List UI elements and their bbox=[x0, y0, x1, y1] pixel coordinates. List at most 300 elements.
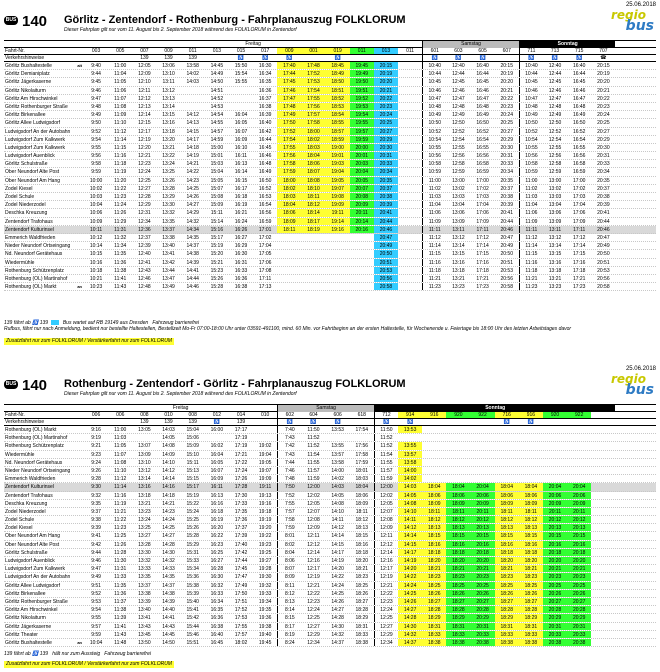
departure-time: 13:42 bbox=[162, 259, 175, 266]
departure-time: 18:04 bbox=[277, 201, 301, 208]
departure-time: 20:20 bbox=[500, 79, 513, 86]
departure-time: 15:00 bbox=[210, 144, 224, 151]
departure-time: 18:23 bbox=[519, 573, 543, 580]
departure-time: 18:33 bbox=[495, 631, 519, 638]
departure-time: 20:25 bbox=[471, 582, 495, 589]
departure-time: 9:58 bbox=[91, 161, 101, 168]
departure-time: 18:20 bbox=[355, 558, 369, 564]
departure-time: 12:19 bbox=[307, 574, 320, 581]
departure-time bbox=[446, 467, 470, 474]
departure-time: 20:12 bbox=[543, 516, 567, 523]
departure-time: 20:16 bbox=[350, 226, 374, 233]
stop-row bbox=[4, 78, 656, 86]
departure-time: 17:54 bbox=[277, 136, 301, 143]
timetable-page-return bbox=[4, 366, 656, 672]
departure-time: 16:36 bbox=[234, 275, 248, 282]
departure-time: 12:23 bbox=[307, 598, 320, 605]
departure-time bbox=[350, 275, 374, 282]
departure-time: 12:05 bbox=[374, 500, 398, 507]
departure-time: 14:37 bbox=[162, 582, 175, 589]
departure-time: 18:21 bbox=[446, 565, 470, 572]
departure-time: 14:21 bbox=[162, 500, 175, 507]
trip-number: 017 bbox=[261, 48, 270, 54]
departure-time bbox=[398, 209, 422, 216]
departure-time: 16:32 bbox=[210, 582, 224, 589]
departure-time: 18:20 bbox=[446, 557, 470, 564]
departure-time: 12:17 bbox=[307, 566, 320, 573]
departure-time bbox=[591, 582, 615, 589]
departure-time: 7:46 bbox=[277, 467, 301, 474]
stop-row bbox=[4, 62, 656, 70]
bus-icon: BUS bbox=[5, 381, 17, 387]
departure-time: 15:10 bbox=[186, 451, 199, 458]
departure-time: 12:36 bbox=[138, 226, 151, 233]
departure-time: 18:28 bbox=[355, 607, 369, 614]
departure-time: 11:36 bbox=[114, 259, 127, 266]
departure-time: 10:52 bbox=[422, 128, 446, 135]
departure-time: 11:35 bbox=[114, 582, 127, 589]
departure-time: 12:02 bbox=[307, 492, 320, 499]
departure-time: 8:11 bbox=[277, 582, 301, 589]
departure-time: 11:04 bbox=[519, 201, 543, 208]
departure-time: 15:34 bbox=[186, 566, 199, 573]
departure-time: 12:55 bbox=[452, 144, 465, 151]
departure-time: 16:48 bbox=[258, 161, 272, 168]
departure-time: 11:59 bbox=[307, 476, 320, 483]
logo-text-regio: regio bbox=[610, 372, 646, 386]
departure-time: 18:04 bbox=[355, 484, 369, 491]
departure-time: 17:22 bbox=[234, 459, 248, 466]
stop-row bbox=[4, 168, 656, 176]
departure-time bbox=[301, 242, 325, 249]
departure-time: 18:23 bbox=[495, 573, 519, 580]
trip-number: 010 bbox=[164, 412, 173, 418]
traffic-note: ☎ bbox=[600, 55, 607, 61]
departure-time: 11:18 bbox=[422, 267, 446, 274]
stop-name bbox=[4, 459, 84, 466]
traffic-notes-label: Verkehrshinweise bbox=[5, 419, 45, 425]
departure-time bbox=[519, 467, 543, 474]
traffic-note: ♿ bbox=[277, 419, 301, 425]
departure-time: 18:27 bbox=[422, 598, 446, 605]
departure-time: 17:01 bbox=[258, 226, 272, 233]
trip-number bbox=[591, 412, 615, 418]
departure-time: 20:04 bbox=[543, 483, 567, 490]
departure-time: 19:11 bbox=[259, 484, 272, 491]
stop-row bbox=[4, 87, 656, 95]
stop-row bbox=[4, 136, 656, 144]
departure-time bbox=[519, 442, 543, 449]
departure-time: 11:57 bbox=[307, 467, 320, 474]
stop-name-text: Zentendorf Kulturinsel bbox=[5, 484, 54, 491]
departure-time: 10:45 bbox=[422, 78, 446, 85]
departure-time: 19:28 bbox=[258, 566, 272, 573]
departure-time: 12:58 bbox=[452, 161, 465, 168]
departure-time: 12:31 bbox=[138, 210, 151, 217]
traffic-note bbox=[495, 55, 519, 61]
departure-time: 16:44 bbox=[572, 71, 586, 78]
stop-name-text: Rothenburg (OL) Martinshof bbox=[5, 435, 68, 442]
departure-time: 12:25 bbox=[307, 615, 320, 622]
departure-time: 15:04 bbox=[186, 427, 199, 433]
departure-time: 15:17 bbox=[210, 234, 224, 241]
departure-time: 20:34 bbox=[597, 169, 610, 176]
departure-time: 13:00 bbox=[548, 177, 562, 184]
departure-time: 14:15 bbox=[331, 541, 344, 548]
stop-name bbox=[4, 128, 84, 135]
departure-time: 12:12 bbox=[307, 541, 320, 548]
departure-time: 18:52 bbox=[326, 95, 350, 102]
departure-time: 8:06 bbox=[277, 557, 301, 564]
departure-time: 20:04 bbox=[350, 168, 374, 175]
regiobus-logo bbox=[596, 372, 654, 396]
stop-row bbox=[4, 557, 656, 565]
departure-time: 8:14 bbox=[277, 606, 301, 613]
departure-time: 7:50 bbox=[277, 483, 301, 490]
stop-name bbox=[4, 582, 84, 589]
departure-time: 12:20 bbox=[138, 144, 151, 151]
departure-time: 17:57 bbox=[301, 111, 325, 118]
departure-time: 16:26 bbox=[234, 226, 248, 233]
departure-time: 10:11 bbox=[90, 226, 103, 233]
stop-row bbox=[4, 250, 656, 258]
departure-time: 17:05 bbox=[258, 251, 272, 258]
traffic-note bbox=[398, 55, 422, 61]
departure-time bbox=[446, 434, 470, 441]
departure-time: 15:22 bbox=[186, 500, 199, 507]
departure-time: 13:25 bbox=[138, 525, 151, 532]
departure-time: 20:41 bbox=[597, 210, 610, 217]
departure-time: 17:49 bbox=[277, 111, 301, 118]
departure-time: 20:47 bbox=[374, 234, 398, 241]
departure-time: 11:15 bbox=[519, 250, 543, 257]
departure-time bbox=[277, 275, 301, 282]
departure-time: 16:52 bbox=[476, 128, 489, 135]
stop-name bbox=[4, 111, 84, 118]
departure-time: 19:05 bbox=[258, 459, 272, 466]
departure-time: 11:07 bbox=[114, 95, 127, 102]
departure-time: 20:20 bbox=[374, 78, 398, 85]
departure-time: 9:30 bbox=[91, 484, 101, 491]
departure-time: 16:02 bbox=[210, 443, 224, 450]
departure-time: 20:28 bbox=[543, 606, 567, 613]
departure-time: 12:54 bbox=[548, 136, 562, 143]
departure-time: 18:06 bbox=[277, 209, 301, 216]
arr-dep-marker: alt bbox=[77, 63, 82, 68]
departure-time bbox=[591, 573, 615, 580]
stop-name bbox=[4, 631, 84, 638]
departure-time bbox=[132, 434, 156, 441]
stop-row bbox=[4, 218, 656, 226]
departure-time bbox=[591, 549, 615, 556]
departure-time: 20:38 bbox=[543, 639, 567, 646]
stop-name bbox=[4, 242, 84, 249]
departure-time: 11:36 bbox=[114, 590, 127, 597]
departure-time: 17:16 bbox=[572, 259, 586, 266]
departure-time: 16:50 bbox=[258, 177, 272, 184]
departure-time bbox=[398, 193, 422, 200]
stop-row bbox=[4, 160, 656, 168]
departure-time bbox=[301, 267, 325, 274]
departure-time: 14:20 bbox=[331, 566, 344, 573]
departure-time: 20:33 bbox=[500, 161, 513, 168]
departure-time: 17:37 bbox=[234, 525, 248, 532]
departure-time: 20:22 bbox=[597, 95, 610, 102]
departure-time: 15:15 bbox=[186, 476, 199, 483]
departure-time: 11:23 bbox=[422, 283, 446, 290]
departure-time: 18:27 bbox=[495, 598, 519, 605]
departure-time: 13:58 bbox=[186, 63, 199, 69]
departure-time bbox=[591, 598, 615, 605]
stop-row bbox=[4, 119, 656, 127]
departure-time bbox=[495, 442, 519, 449]
departure-time: 14:10 bbox=[398, 508, 422, 515]
departure-time: 20:15 bbox=[374, 62, 398, 69]
departure-time: 16:05 bbox=[210, 459, 224, 466]
departure-time: 16:04 bbox=[234, 112, 248, 119]
departure-time: 18:06 bbox=[446, 492, 470, 499]
date-stamp: 25.06.2018 bbox=[625, 366, 656, 372]
stop-name bbox=[4, 492, 84, 499]
departure-time: 14:25 bbox=[398, 590, 422, 597]
departure-time: 18:09 bbox=[277, 218, 301, 225]
departure-time: 20:23 bbox=[500, 103, 513, 110]
stop-name-text: Zentendorf Trafohaus bbox=[5, 492, 53, 499]
departure-time bbox=[398, 275, 422, 282]
departure-time: 12:16 bbox=[307, 558, 320, 564]
departure-time: 14:17 bbox=[331, 549, 344, 556]
departure-time: 18:00 bbox=[277, 177, 301, 184]
departure-time: 14:05 bbox=[331, 492, 344, 499]
departure-time: 20:46 bbox=[597, 226, 610, 233]
day-header-row bbox=[4, 41, 656, 48]
departure-time: 14:37 bbox=[186, 243, 199, 250]
departure-time: 17:58 bbox=[301, 119, 325, 126]
stop-name-text: Ludwigsdorf An der Autobahn bbox=[5, 128, 71, 135]
departure-time: 16:09 bbox=[210, 476, 224, 483]
departure-time: 14:27 bbox=[331, 607, 344, 614]
stop-name-text: Zodel Kiesel bbox=[5, 525, 33, 532]
departure-time: 17:36 bbox=[234, 517, 248, 524]
departure-time: 17:59 bbox=[277, 168, 301, 175]
departure-time: 9:19 bbox=[91, 435, 101, 442]
departure-time: 9:16 bbox=[91, 427, 101, 433]
departure-time: 16:11 bbox=[234, 153, 248, 160]
departure-time bbox=[350, 250, 374, 257]
departure-time bbox=[495, 467, 519, 474]
departure-time: 18:21 bbox=[495, 565, 519, 572]
departure-time: 20:24 bbox=[374, 111, 398, 118]
departure-time: 18:09 bbox=[446, 500, 470, 507]
departure-time: 19:18 bbox=[258, 508, 272, 515]
departure-time: 19:59 bbox=[350, 136, 374, 143]
departure-time: 20:34 bbox=[500, 169, 513, 176]
departure-time: 12:07 bbox=[307, 508, 320, 515]
trip-number: 715 bbox=[575, 48, 584, 54]
departure-time: 12:37 bbox=[138, 234, 151, 241]
departure-time: 11:14 bbox=[519, 242, 543, 249]
departure-time: 11:12 bbox=[114, 128, 127, 135]
departure-time: 18:51 bbox=[326, 87, 350, 94]
traffic-notes-row bbox=[4, 55, 656, 62]
trip-number: 618 bbox=[357, 412, 366, 418]
departure-time: 11:08 bbox=[114, 459, 127, 466]
departure-time: 20:05 bbox=[350, 177, 374, 184]
trip-number: 008 bbox=[188, 412, 197, 418]
departure-time: 16:19 bbox=[210, 517, 224, 524]
departure-time: 11:04 bbox=[422, 201, 446, 208]
stop-name-text: Wiedermühle bbox=[5, 451, 35, 458]
departure-time: 18:15 bbox=[422, 532, 446, 539]
departure-time: 17:23 bbox=[476, 284, 489, 291]
departure-time: 14:41 bbox=[162, 615, 175, 622]
departure-time: 20:26 bbox=[567, 590, 591, 597]
departure-time: 16:45 bbox=[476, 79, 489, 86]
departure-time: 18:18 bbox=[446, 549, 470, 556]
departure-time: 11:14 bbox=[114, 484, 127, 491]
departure-time bbox=[398, 152, 422, 159]
traffic-note: ♿ bbox=[286, 55, 293, 61]
departure-time: 16:44 bbox=[476, 71, 489, 78]
departure-time: 11:57 bbox=[374, 467, 398, 474]
departure-time: 11:43 bbox=[114, 631, 127, 638]
stop-name bbox=[4, 483, 84, 490]
departure-time: 20:18 bbox=[471, 549, 495, 556]
departure-time: 16:38 bbox=[234, 284, 248, 291]
departure-time: 19:53 bbox=[350, 103, 374, 110]
departure-time: 20:47 bbox=[597, 234, 610, 241]
traffic-note: 139 bbox=[164, 55, 173, 61]
departure-time: 20:51 bbox=[500, 259, 513, 266]
departure-time: 14:57 bbox=[210, 128, 224, 135]
departure-time: 9:52 bbox=[91, 128, 101, 135]
departure-time: 20:24 bbox=[597, 112, 610, 119]
stop-name-text: Nd. Neundorf Gerätehaus bbox=[5, 459, 63, 466]
departure-time: 19:33 bbox=[258, 590, 272, 597]
stop-name-text: Görlitz Nikolaiturm bbox=[5, 87, 46, 94]
departure-time: 20:00 bbox=[350, 144, 374, 151]
departure-time: 11:00 bbox=[422, 177, 446, 184]
departure-time: 12:46 bbox=[548, 87, 562, 94]
departure-time: 10:04 bbox=[89, 639, 103, 646]
departure-time: 14:05 bbox=[162, 435, 175, 442]
departure-time: 18:03 bbox=[355, 476, 369, 483]
departure-time: 17:21 bbox=[572, 275, 586, 282]
trip-number: 006 bbox=[91, 412, 101, 418]
departure-time: 18:25 bbox=[422, 582, 446, 589]
departure-time: 14:00 bbox=[331, 467, 344, 474]
stop-name bbox=[4, 226, 84, 233]
departure-time: 20:23 bbox=[543, 573, 567, 580]
departure-time: 13:21 bbox=[548, 275, 562, 282]
departure-time: 9:24 bbox=[91, 459, 101, 466]
departure-time: 13:11 bbox=[548, 226, 562, 233]
departure-time: 11:10 bbox=[114, 120, 127, 127]
departure-time: 20:23 bbox=[567, 573, 591, 580]
departure-time: 18:33 bbox=[446, 631, 470, 638]
departure-time: 12:24 bbox=[374, 606, 398, 613]
departure-time: 11:06 bbox=[422, 209, 446, 216]
departure-time: 10:40 bbox=[519, 62, 543, 69]
departure-time: 14:14 bbox=[398, 532, 422, 539]
day-label-saturday: Samstag bbox=[277, 405, 374, 412]
departure-time: 16:48 bbox=[572, 103, 586, 110]
departure-time: 15:38 bbox=[186, 582, 199, 589]
stop-name-text: Görlitz Am Hirschwinkel bbox=[5, 607, 58, 614]
departure-time: 12:23 bbox=[138, 161, 151, 168]
stop-name bbox=[4, 218, 84, 225]
departure-time: 18:12 bbox=[495, 516, 519, 523]
legend bbox=[4, 651, 656, 657]
departure-time: 14:26 bbox=[186, 194, 199, 200]
departure-time: 12:11 bbox=[307, 533, 320, 540]
departure-time: 18:07 bbox=[301, 168, 325, 175]
departure-time: 11:02 bbox=[519, 185, 543, 192]
departure-time: 12:27 bbox=[138, 185, 151, 192]
traffic-note bbox=[84, 419, 108, 425]
departure-time: 14:38 bbox=[186, 251, 199, 258]
departure-time: 16:18 bbox=[234, 194, 248, 200]
departure-time: 18:29 bbox=[422, 614, 446, 621]
departure-time: 20:41 bbox=[374, 209, 398, 216]
departure-time: 13:50 bbox=[138, 639, 151, 646]
traffic-note bbox=[567, 419, 591, 425]
departure-time: 11:54 bbox=[374, 451, 398, 458]
departure-time: 15:09 bbox=[210, 202, 224, 209]
departure-time: 20:33 bbox=[597, 161, 610, 168]
departure-time bbox=[277, 234, 301, 241]
stop-row bbox=[4, 475, 656, 483]
departure-time: 17:48 bbox=[301, 62, 325, 69]
departure-time: 17:45 bbox=[234, 566, 248, 573]
stop-row bbox=[4, 234, 656, 242]
departure-time: 16:37 bbox=[258, 95, 272, 102]
departure-time: 15:40 bbox=[186, 598, 199, 605]
departure-time: 11:55 bbox=[307, 459, 320, 466]
trip-number: 603 bbox=[454, 48, 463, 54]
departure-time: 13:30 bbox=[162, 202, 175, 209]
departure-time: 14:40 bbox=[162, 607, 175, 614]
departure-time bbox=[471, 434, 495, 441]
stop-name-text: Ober Neundorf Am Hang bbox=[5, 533, 61, 540]
departure-time: 8:19 bbox=[277, 631, 301, 638]
departure-time: 14:10 bbox=[162, 459, 175, 466]
departure-time: 17:48 bbox=[277, 103, 301, 110]
traffic-note: ♿ bbox=[455, 55, 462, 61]
departure-time: 13:45 bbox=[138, 631, 151, 638]
departure-time: 18:06 bbox=[301, 160, 325, 167]
departure-time: 17:49 bbox=[234, 582, 248, 589]
stop-row bbox=[4, 614, 656, 622]
departure-time bbox=[277, 283, 301, 290]
departure-time: 17:17 bbox=[234, 427, 248, 433]
arr-dep-marker: an bbox=[77, 284, 82, 290]
departure-time: 20:38 bbox=[471, 639, 495, 646]
stop-name-text: Zodel Kiesel bbox=[5, 185, 33, 192]
departure-time bbox=[398, 242, 422, 249]
departure-time: 9:35 bbox=[91, 500, 101, 507]
departure-time: 20:21 bbox=[543, 565, 567, 572]
trip-number-label: Fahrt-Nr. bbox=[5, 48, 25, 54]
departure-time: 15:44 bbox=[186, 623, 199, 630]
departure-time: 16:52 bbox=[572, 128, 586, 135]
departure-time: 18:16 bbox=[355, 541, 369, 548]
departure-time: 20:09 bbox=[567, 500, 591, 507]
departure-time: 18:45 bbox=[326, 62, 350, 69]
departure-time: 12:27 bbox=[307, 623, 320, 630]
departure-time: 9:54 bbox=[91, 607, 101, 614]
departure-time: 11:52 bbox=[307, 443, 320, 450]
